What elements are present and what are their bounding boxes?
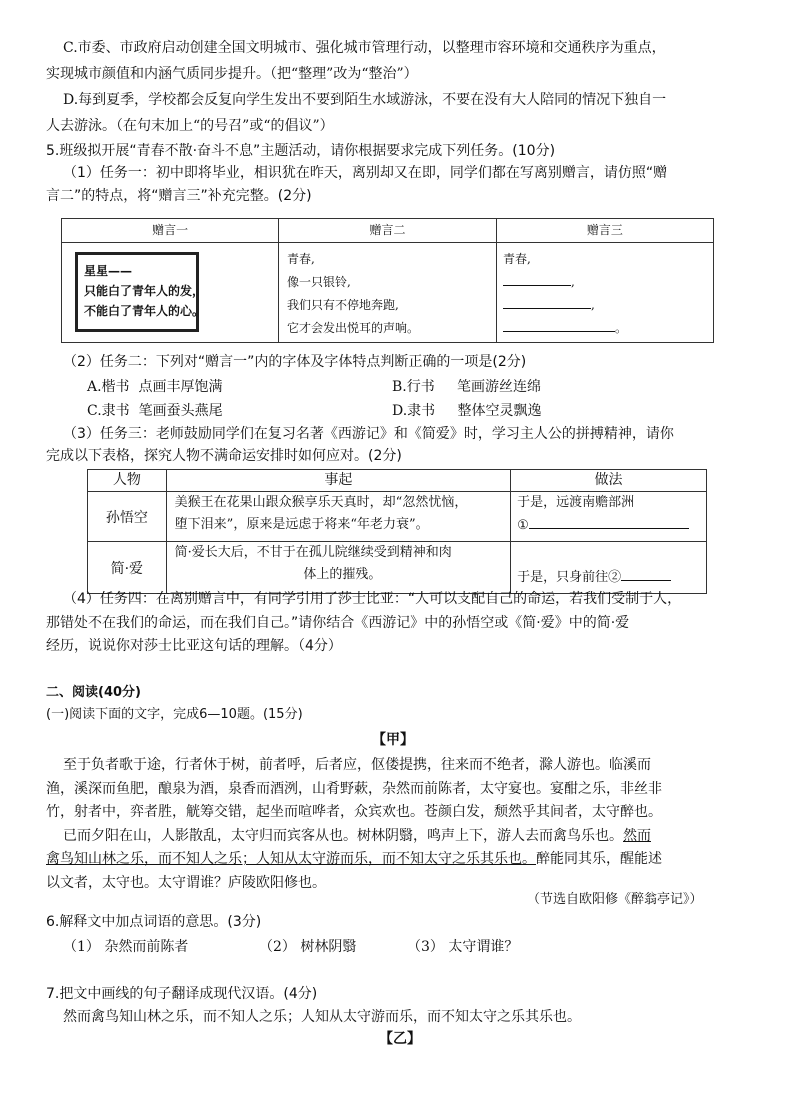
task2-option-a-letter: A.楷书 [87,379,130,395]
poem3-period: 。 [615,321,628,335]
q4-option-c-line2: 实现城市颜值和内涵气质同步提升。（把“整理”改为“整治”） [46,66,418,82]
method-blank-2[interactable] [621,566,671,581]
task2-option-d-letter: D.隶书 [392,403,436,419]
task2-option-c[interactable] [87,401,223,421]
poem3-comma-2: , [591,298,595,312]
q5-task3-line2: 完成以下表格，探究人物不满命运安排时如何应对。(2分) [46,448,402,464]
poem2-line-3: 我们只有不停地奔跑, [287,298,399,312]
task2-option-b-desc: 笔画游丝连绵 [457,379,542,395]
character-method-1[interactable]: 于是，远渡南赡部洲 ① [511,492,707,542]
passage-para2-line2: 禽鸟知山林之乐，而不知人之乐；人知从太守游而乐，而不知太守之乐其乐也。醉能同其乐，醒能述 [46,851,662,867]
character-header-event: 事起 [166,470,510,492]
reading-part1-title: (一)阅读下面的文字，完成6—10题。(15分) [46,707,303,722]
q5-task3-line1: （3）任务三：老师鼓励同学们在复习名著《西游记》和《简爱》时，学习主人公的拼搏精神，请你 [63,426,674,442]
poem2-line-1: 青春, [287,252,315,266]
passage-para2-line3: 以文者，太守也。太守谓谁？庐陵欧阳修也。 [46,875,326,891]
task2-option-c-desc: 笔画蚕头燕尾 [138,403,223,419]
passage-para1-line1: 至于负者歌于途，行者休于树，前者呼，后者应，伛偻提携，往来而不绝者，滁人游也。临溪而 [63,757,651,773]
character-person-1: 孙悟空 [88,492,167,542]
q4-option-c-line1: C.市委、市政府启动创建全国文明城市、强化城市管理行动，以整理市容环境和交通秩序为重点， [63,40,666,56]
character-row-janeeyre [88,542,707,594]
q6-item-1: （1） 杂然而前陈者 [63,939,189,955]
q5-task2-title: （2）任务二：下列对“赠言一”内的字体及字体特点判断正确的一项是(2分) [63,354,527,370]
q5-task4-line3: 经历，说说你对莎士比亚这句话的理解。（4分） [46,638,342,654]
poem3 [503,248,627,340]
character-method-2[interactable]: 于是，只身前往② [511,542,707,594]
task2-option-c-letter: C.隶书 [87,403,130,419]
q4-option-d-line1: D.每到夏季，学校都会反复向学生发出不要到陌生水域游泳，不要在没有大人陪同的情况下独自一 [63,92,667,108]
calligraphy-line-1: 星星—— [84,264,133,278]
farewell-header-1: 赠言一 [62,219,279,243]
character-person-2: 简·爱 [88,542,167,594]
q5-task1-line1: （1）任务一：初中即将毕业，相识犹在昨天，离别却又在即，同学们都在写离别赠言，请仿照“赠 [63,165,668,181]
task2-option-a[interactable] [87,377,222,397]
task2-option-d-desc: 整体空灵飘逸 [457,403,542,419]
passage-para1-line3: 竹，射者中，弈者胜，觥筹交错，起坐而喧哗者，众宾欢也。苍颜白发，颓然乎其间者，太守醉也。 [46,804,662,820]
character-header-method: 做法 [511,470,707,492]
farewell-header-3: 赠言三 [496,219,713,243]
poem3-line-1: 青春, [503,252,531,266]
q4-option-d-line2: 人去游泳。（在句末加上“的号召”或“的倡议”） [46,118,334,134]
calligraphy-line-2: 只能白了青年人的发， [84,284,205,298]
poem2-line-2: 像一只银铃, [287,275,351,289]
task2-option-a-desc: 点画丰厚饱满 [138,379,223,395]
poem3-comma-1: , [571,275,575,289]
poem3-line-4[interactable] [503,317,627,340]
calligraphy-image [75,252,205,332]
q5-task4-line1: （4）任务四：在离别赠言中，有同学引用了莎士比亚：“人可以支配自己的命运，若我们受制于人， [63,591,682,607]
reading-section-title: 二、阅读(40分) [46,685,141,700]
passage-para2-line1: 已而夕阳在山，人影散乱，太守归而宾客从也。树林阴翳，鸣声上下，游人去而禽鸟乐也。然而 [63,828,651,844]
method-blank-1[interactable] [529,514,689,529]
character-table [87,469,707,594]
poem3-blank-3[interactable] [503,317,615,332]
q5-task1-line2: 言二”的特点，将“赠言三”补充完整。(2分) [46,188,312,204]
task2-option-b-letter: B.行书 [392,379,435,395]
q6-item-2: （2） 树林阴翳 [259,939,357,955]
calligraphy-line-3: 不能白了青年人的心。 [84,304,205,318]
q5-title: 5.班级拟开展“青春不散·奋斗不息”主题活动，请你根据要求完成下列任务。(10分) [46,143,556,159]
underlined-sentence-start: 然而 [623,828,651,844]
character-event-2: 简·爱长大后，不甘于在孤儿院继续受到精神和肉 体上的摧残。 [166,542,510,594]
task2-option-b[interactable] [392,377,541,397]
character-row-sunwukong [88,492,707,542]
q6-title: 6.解释文中加点词语的意思。(3分) [46,914,262,930]
q6-item-3: （3） 太守谓谁？ [407,939,519,955]
poem2-line-4: 它才会发出悦耳的声响。 [287,321,420,335]
jia-label: 【甲】 [372,732,414,748]
poem3-line-2[interactable] [503,271,627,294]
q7-title: 7.把文中画线的句子翻译成现代汉语。(4分) [46,986,318,1002]
poem2 [287,248,419,340]
passage-para1-line2: 渔，溪深而鱼肥，酿泉为酒，泉香而酒洌，山肴野蔌，杂然而前陈者，太守宴也。宴酣之乐，非丝非 [46,781,662,797]
character-header-person: 人物 [88,470,167,492]
passage-source: （节选自欧阳修《醉翁亭记》） [527,892,703,907]
poem3-line-3[interactable] [503,294,627,317]
q7-sentence: 然而禽鸟知山林之乐，而不知人之乐；人知从太守游而乐，而不知太守之乐其乐也。 [63,1009,581,1025]
poem3-blank-2[interactable] [503,294,591,309]
farewell-header-2: 赠言二 [279,219,496,243]
q5-task4-line2: 那错处不在我们的命运，而在我们自己。”请你结合《西游记》中的孙悟空或《简·爱》中的简·爱 [46,615,630,631]
poem3-blank-1[interactable] [503,271,571,286]
task2-option-d[interactable] [392,401,541,421]
character-event-1: 美猴王在花果山跟众猴享乐天真时，却“忽然忧恼， 堕下泪来”，原来是远虑于将来“年老力衰”。 [166,492,510,542]
underlined-sentence: 禽鸟知山林之乐，而不知人之乐；人知从太守游而乐，而不知太守之乐其乐也。 [46,851,536,867]
yi-label: 【乙】 [379,1031,421,1047]
